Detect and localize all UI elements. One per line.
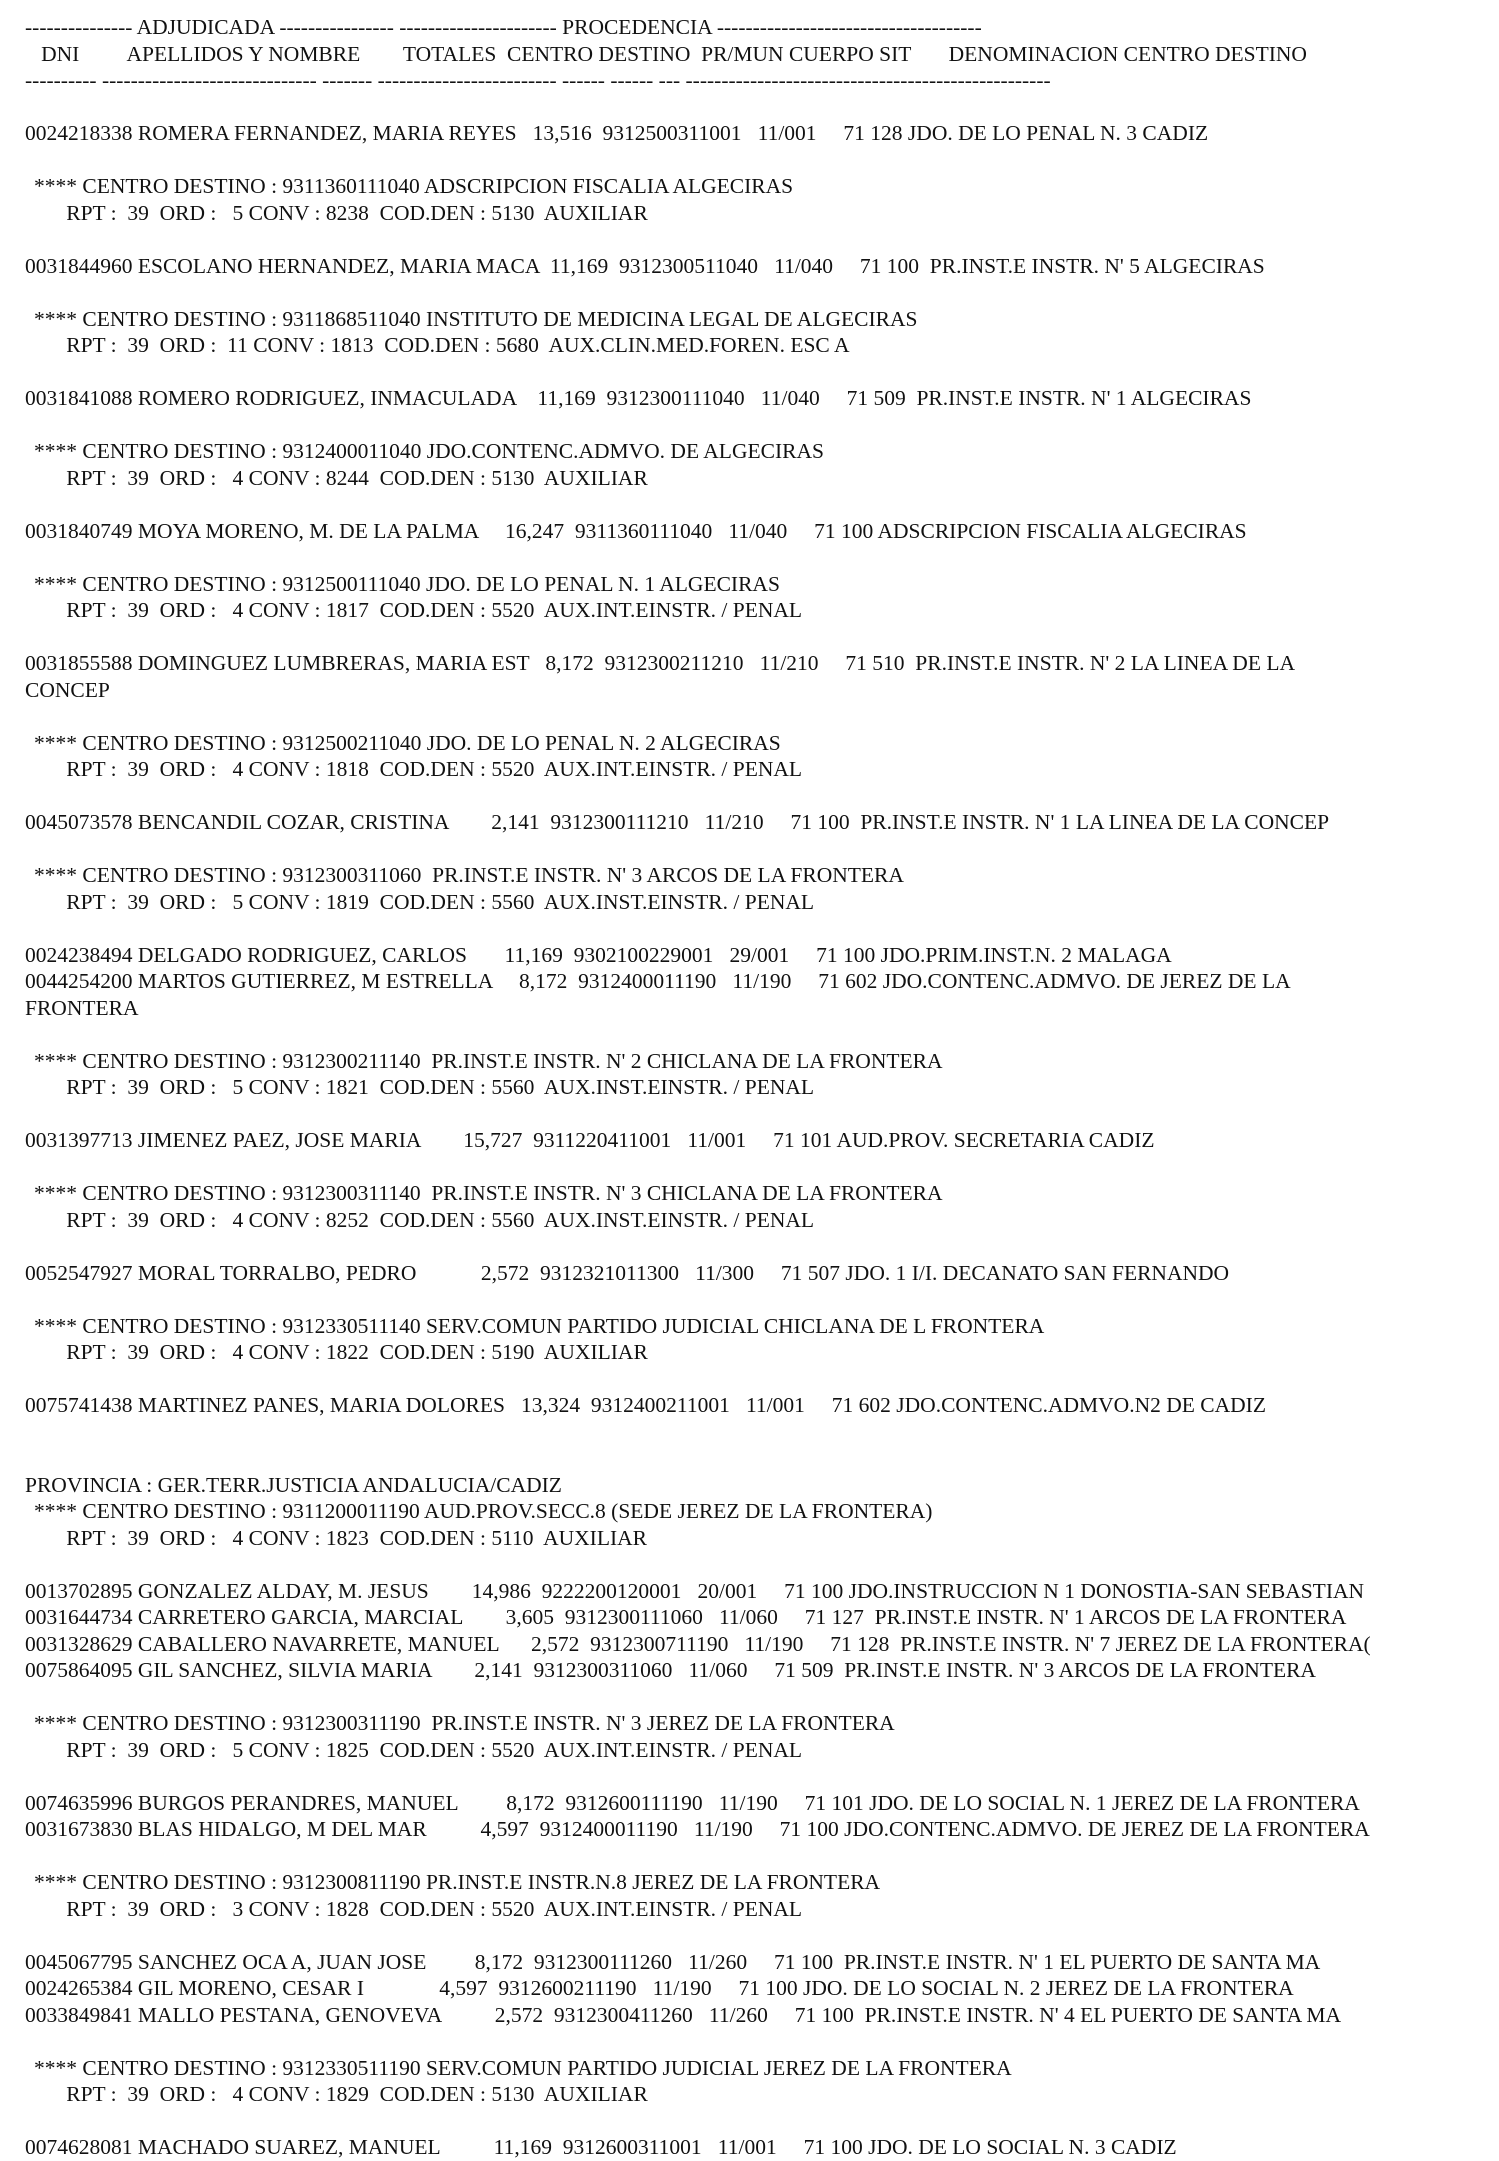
record-line: 0044254200 MARTOS GUTIERREZ, M ESTRELLA 8,172 9312400011190 11/190 71 602 JDO.CONTENC.ADMVO. DE JEREZ DE LA (25, 969, 1291, 993)
record-line: 0031840749 MOYA MORENO, M. DE LA PALMA 16,247 9311360111040 11/040 71 100 ADSCRIPCION FISCALIA ALGECIRAS (25, 518, 1247, 543)
centro-destino-line: **** CENTRO DESTINO : 9312500111040 JDO. DE LO PENAL N. 1 ALGECIRAS (34, 571, 780, 596)
blank-line (25, 94, 1499, 121)
record-line: 0052547927 MORAL TORRALBO, PEDRO 2,572 9312321011300 11/300 71 507 JDO. 1 I/I. DECANATO SAN FERNANDO (25, 1260, 1230, 1285)
blank-line (25, 1101, 1499, 1128)
listing-body (25, 94, 1499, 2161)
centro-destino-line: **** CENTRO DESTINO : 9312330511190 SERV.COMUN PARTIDO JUDICIAL JEREZ DE LA FRONTERA (34, 2055, 1012, 2080)
centro-destino-line: RPT : 39 ORD : 11 CONV : 1813 COD.DEN : 5680 AUX.CLIN.MED.FOREN. ESC A (34, 333, 850, 357)
blank-line (25, 279, 1499, 306)
document-page (25, 14, 1499, 2161)
blank-line (25, 1843, 1499, 1870)
record-line: 0024238494 DELGADO RODRIGUEZ, CARLOS 11,169 9302100229001 29/001 71 100 JDO.PRIM.INST.N. 2 MALAGA (25, 942, 1172, 967)
blank-line (25, 544, 1499, 571)
blank-line (25, 226, 1499, 253)
record-line: 0013702895 GONZALEZ ALDAY, M. JESUS 14,986 9222200120001 20/001 71 100 JDO.INSTRUCCION N 1 DONOSTIA-SAN SEBASTIAN (25, 1578, 1365, 1603)
record-line: 0024265384 GIL MORENO, CESAR I 4,597 9312600211190 11/190 71 100 JDO. DE LO SOCIAL N. 2 JEREZ DE LA FRONTERA (25, 1976, 1294, 2000)
blank-line (25, 359, 1499, 386)
centro-destino-line: RPT : 39 ORD : 4 CONV : 1822 COD.DEN : 5190 AUXILIAR (34, 1340, 648, 1364)
blank-line (25, 2028, 1499, 2055)
record-line: 0024218338 ROMERA FERNANDEZ, MARIA REYES 13,516 9312500311001 11/001 71 128 JDO. DE LO PENAL N. 3 CADIZ (25, 121, 1209, 145)
centro-destino-line: **** CENTRO DESTINO : 9312330511140 SERV.COMUN PARTIDO JUDICIAL CHICLANA DE L FRONTERA (34, 1313, 1045, 1338)
record-line: 0045073578 BENCANDIL COZAR, CRISTINA 2,141 9312300111210 11/210 71 100 PR.INST.E INSTR. N' 1 LA LINEA DE LA CONCEP (25, 810, 1330, 834)
blank-line (25, 703, 1499, 730)
blank-line (25, 1021, 1499, 1048)
record-line: 0074635996 BURGOS PERANDRES, MANUEL 8,172 9312600111190 11/190 71 101 JDO. DE LO SOCIAL N. 1 JEREZ DE LA FRONTERA (25, 1790, 1360, 1815)
centro-destino-line: **** CENTRO DESTINO : 9312300311140 PR.INST.E INSTR. N' 3 CHICLANA DE LA FRONTERA (34, 1181, 943, 1205)
blank-line (25, 147, 1499, 174)
centro-destino-line: **** CENTRO DESTINO : 9312300811190 PR.INST.E INSTR.N.8 JEREZ DE LA FRONTERA (34, 1870, 881, 1894)
record-line: CONCEP (25, 677, 110, 702)
centro-destino-line: RPT : 39 ORD : 4 CONV : 1823 COD.DEN : 5110 AUXILIAR (34, 1525, 647, 1550)
blank-line (25, 624, 1499, 651)
centro-destino-line: RPT : 39 ORD : 5 CONV : 1819 COD.DEN : 5560 AUX.INST.EINSTR. / PENAL (34, 889, 815, 914)
blank-line (25, 1551, 1499, 1578)
record-line: PROVINCIA : GER.TERR.JUSTICIA ANDALUCIA/CADIZ (25, 1472, 562, 1497)
record-line: 0031673830 BLAS HIDALGO, M DEL MAR 4,597 9312400011190 11/190 71 100 JDO.CONTENC.ADMVO. DE JEREZ DE LA FRONTERA (25, 1817, 1370, 1841)
record-line: 0075741438 MARTINEZ PANES, MARIA DOLORES 13,324 9312400211001 11/001 71 602 JDO.CONTENC.ADMVO.N2 DE CADIZ (25, 1393, 1266, 1417)
record-line: 0031855588 DOMINGUEZ LUMBRERAS, MARIA EST 8,172 9312300211210 11/210 71 510 PR.INST.E INSTR. N' 2 LA LINEA DE LA (25, 651, 1296, 675)
blank-line (25, 783, 1499, 810)
blank-line (25, 412, 1499, 439)
centro-destino-line: **** CENTRO DESTINO : 9311360111040 ADSCRIPCION FISCALIA ALGECIRAS (34, 174, 794, 198)
blank-line (25, 1419, 1499, 1446)
blank-line (25, 2108, 1499, 2135)
centro-destino-line: RPT : 39 ORD : 4 CONV : 1818 COD.DEN : 5520 AUX.INT.EINSTR. / PENAL (34, 757, 803, 781)
centro-destino-line: RPT : 39 ORD : 5 CONV : 1825 COD.DEN : 5520 AUX.INT.EINSTR. / PENAL (34, 1737, 803, 1762)
centro-destino-line: **** CENTRO DESTINO : 9311200011190 AUD.PROV.SECC.8 (SEDE JEREZ DE LA FRONTERA) (34, 1499, 933, 1523)
blank-line (25, 1445, 1499, 1472)
record-line: 0031844960 ESCOLANO HERNANDEZ, MARIA MACA 11,169 9312300511040 11/040 71 100 PR.INST.E INSTR. N' 5 ALGECIRAS (25, 253, 1265, 278)
record-line: 0033849841 MALLO PESTANA, GENOVEVA 2,572 9312300411260 11/260 71 100 PR.INST.E INSTR. N' 4 EL PUERTO DE SANTA MA (25, 2002, 1342, 2027)
centro-destino-line: **** CENTRO DESTINO : 9312300211140 PR.INST.E INSTR. N' 2 CHICLANA DE LA FRONTERA (34, 1048, 943, 1073)
centro-destino-line: RPT : 39 ORD : 5 CONV : 1821 COD.DEN : 5560 AUX.INST.EINSTR. / PENAL (34, 1075, 815, 1099)
blank-line (25, 1154, 1499, 1181)
record-line: FRONTERA (25, 995, 139, 1020)
centro-destino-line: **** CENTRO DESTINO : 9312300311190 PR.INST.E INSTR. N' 3 JEREZ DE LA FRONTERA (34, 1711, 895, 1735)
record-line: 0045067795 SANCHEZ OCA A, JUAN JOSE 8,172 9312300111260 11/260 71 100 PR.INST.E INSTR. N' 1 EL PUERTO DE SANTA MA (25, 1949, 1321, 1974)
blank-line (25, 1233, 1499, 1260)
record-line: 0031644734 CARRETERO GARCIA, MARCIAL 3,605 9312300111060 11/060 71 127 PR.INST.E INSTR. N' 1 ARCOS DE LA FRONTERA (25, 1605, 1347, 1629)
header-rule-bottom: ---------- ------------------------------ ------- ------------------------- ------ ------ --- --------------------------------------------------- (25, 68, 1051, 92)
blank-line (25, 1366, 1499, 1393)
centro-destino-line: RPT : 39 ORD : 4 CONV : 1817 COD.DEN : 5520 AUX.INT.EINSTR. / PENAL (34, 598, 803, 622)
blank-line (25, 1922, 1499, 1949)
record-line: 0031397713 JIMENEZ PAEZ, JOSE MARIA 15,727 9311220411001 11/001 71 101 AUD.PROV. SECRETARIA CADIZ (25, 1128, 1155, 1152)
blank-line (25, 1763, 1499, 1790)
centro-destino-line: **** CENTRO DESTINO : 9312300311060 PR.INST.E INSTR. N' 3 ARCOS DE LA FRONTERA (34, 863, 904, 887)
centro-destino-line: RPT : 39 ORD : 3 CONV : 1828 COD.DEN : 5520 AUX.INT.EINSTR. / PENAL (34, 1896, 803, 1921)
record-line: 0075864095 GIL SANCHEZ, SILVIA MARIA 2,141 9312300311060 11/060 71 509 PR.INST.E INSTR. N' 3 ARCOS DE LA FRONTERA (25, 1658, 1316, 1682)
centro-destino-line: RPT : 39 ORD : 4 CONV : 1829 COD.DEN : 5130 AUXILIAR (34, 2082, 648, 2106)
header-rule-top: --------------- ADJUDICADA ---------------- ---------------------- PROCEDENCIA ------------------------------------- (25, 15, 982, 39)
centro-destino-line: RPT : 39 ORD : 4 CONV : 8244 COD.DEN : 5130 AUXILIAR (34, 465, 648, 490)
centro-destino-line: RPT : 39 ORD : 4 CONV : 8252 COD.DEN : 5560 AUX.INST.EINSTR. / PENAL (34, 1207, 815, 1232)
record-line: 0074628081 MACHADO SUAREZ, MANUEL 11,169 9312600311001 11/001 71 100 JDO. DE LO SOCIAL N. 3 CADIZ (25, 2135, 1177, 2159)
record-line: 0031328629 CABALLERO NAVARRETE, MANUEL 2,572 9312300711190 11/190 71 128 PR.INST.E INSTR. N' 7 JEREZ DE LA FRONTERA( (25, 1631, 1371, 1656)
column-headers: DNI APELLIDOS Y NOMBRE TOTALES CENTRO DESTINO PR/MUN CUERPO SIT DENOMINACION CENTRO DESTINO (25, 41, 1307, 66)
centro-destino-line: **** CENTRO DESTINO : 9312400011040 JDO.CONTENC.ADMVO. DE ALGECIRAS (34, 439, 824, 463)
blank-line (25, 1684, 1499, 1711)
blank-line (25, 836, 1499, 863)
record-line: 0031841088 ROMERO RODRIGUEZ, INMACULADA 11,169 9312300111040 11/040 71 509 PR.INST.E INSTR. N' 1 ALGECIRAS (25, 386, 1252, 410)
blank-line (25, 491, 1499, 518)
centro-destino-line: RPT : 39 ORD : 5 CONV : 8238 COD.DEN : 5130 AUXILIAR (34, 200, 648, 225)
blank-line (25, 915, 1499, 942)
blank-line (25, 1286, 1499, 1313)
centro-destino-line: **** CENTRO DESTINO : 9311868511040 INSTITUTO DE MEDICINA LEGAL DE ALGECIRAS (34, 306, 918, 331)
centro-destino-line: **** CENTRO DESTINO : 9312500211040 JDO. DE LO PENAL N. 2 ALGECIRAS (34, 730, 781, 755)
